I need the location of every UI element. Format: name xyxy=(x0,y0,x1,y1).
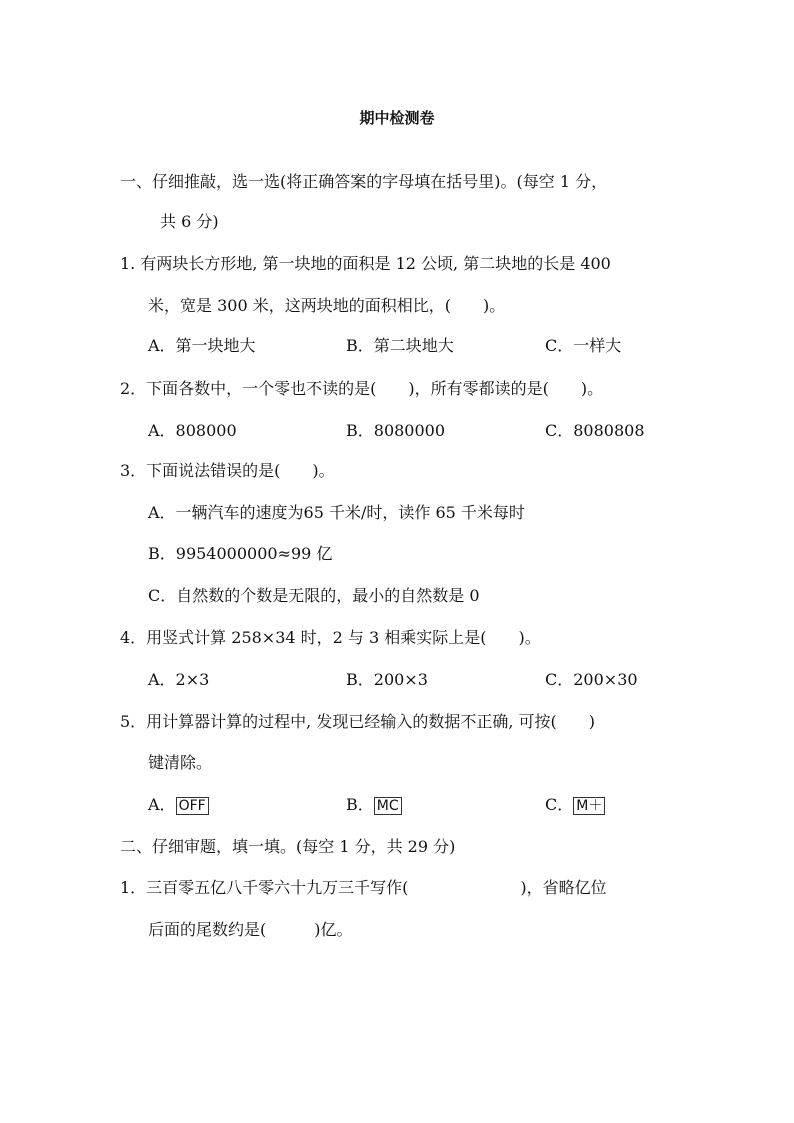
q1-option-c: C．一样大 xyxy=(545,336,622,355)
section2-question-1-text: 1．三百零五亿八千零六十九万三千写作( )，省略亿位 xyxy=(120,878,607,897)
section2-question-1-text-cont: 后面的尾数约是( )亿。 xyxy=(148,920,353,939)
q2-option-c: C．8080808 xyxy=(545,421,645,440)
q4-option-c: C．200×30 xyxy=(545,670,638,689)
question-1-text-cont: 米，宽是 300 米，这两块地的面积相比，( )。 xyxy=(148,296,506,315)
mc-key-icon: MC xyxy=(374,797,402,815)
q1-option-a: A．第一块地大 xyxy=(148,336,256,355)
off-key-icon: OFF xyxy=(176,797,209,815)
q4-option-b: B．200×3 xyxy=(346,670,428,689)
q5-option-c xyxy=(545,795,605,815)
question-4-text: 4．用竖式计算 258×34 时，2 与 3 相乘实际上是( )。 xyxy=(120,628,541,647)
question-5-text: 5．用计算器计算的过程中, 发现已经输入的数据不正确, 可按( ) xyxy=(120,712,596,731)
m-plus-key-icon: M＋ xyxy=(573,797,605,815)
page-title: 期中检测卷 xyxy=(359,109,435,127)
q5-option-a-prefix: A． xyxy=(148,795,176,814)
q3-option-a: A．一辆汽车的速度为65 千米/时，读作 65 千米每时 xyxy=(148,503,525,522)
q4-option-a: A．2×3 xyxy=(148,670,210,689)
question-1-text: 1. 有两块长方形地, 第一块地的面积是 12 公顷, 第二块地的长是 400 xyxy=(120,254,611,273)
section1-heading-cont: 共 6 分) xyxy=(160,212,219,231)
q2-option-a: A．808000 xyxy=(148,421,237,440)
question-3-text: 3．下面说法错误的是( )。 xyxy=(120,461,335,480)
q3-option-c: C．自然数的个数是无限的，最小的自然数是 0 xyxy=(148,586,480,605)
q5-option-c-prefix: C． xyxy=(545,795,574,814)
question-5-text-cont: 键清除。 xyxy=(148,753,213,772)
q3-option-b: B．9954000000≈99 亿 xyxy=(148,544,333,563)
question-2-text: 2．下面各数中，一个零也不读的是( )，所有零都读的是( )。 xyxy=(120,379,604,398)
q5-option-b-prefix: B． xyxy=(346,795,374,814)
q5-option-b xyxy=(346,795,402,815)
q1-option-b: B．第二块地大 xyxy=(346,336,454,355)
section1-heading: 一、仔细推敲，选一选(将正确答案的字母填在括号里)。(每空 1 分， xyxy=(120,172,608,191)
q2-option-b: B．8080000 xyxy=(346,421,446,440)
q5-option-a xyxy=(148,795,209,815)
section2-heading: 二、仔细审题，填一填。(每空 1 分，共 29 分) xyxy=(120,837,456,856)
